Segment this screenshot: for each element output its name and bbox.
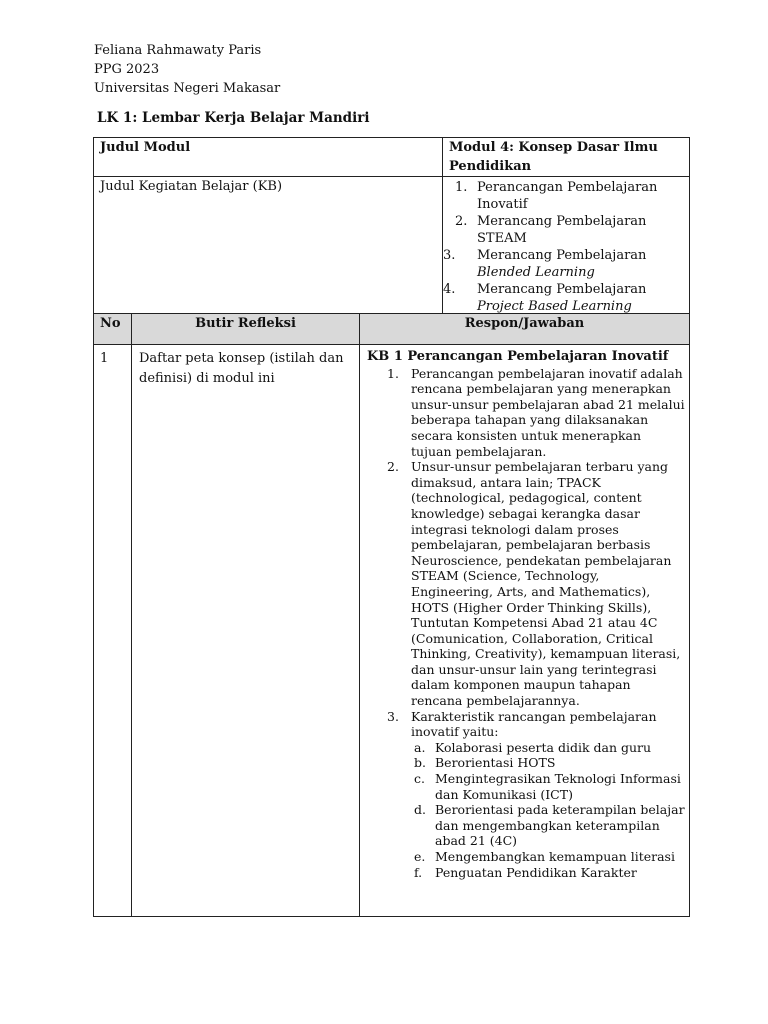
subpoint-letter: f.	[414, 864, 423, 880]
kb-item-line1: Merancang Pembelajaran	[477, 214, 647, 229]
subpoint-letter: e.	[414, 849, 426, 864]
point-number: 3.	[387, 708, 399, 724]
kb-item-line2: STEAM	[477, 230, 527, 246]
response-subpoint	[411, 849, 685, 865]
point-text: Perancangan pembelajaran inovatif adalah rencana pembelajaran yang menerapkan unsur-unsur pembelajaran abad 21 melalui beberapa tahapan yang dilaksanakan secara konsisten untuk menerapkan tujuan pembelajaran.	[411, 365, 685, 459]
document-title: LK 1: Lembar Kerja Belajar Mandiri	[97, 110, 370, 126]
module-value-line2: Pendidikan	[449, 159, 532, 174]
reflection-table	[93, 313, 690, 917]
kb-label-cell	[94, 177, 443, 316]
subpoint-letter: a.	[414, 739, 426, 755]
header-respon: Respon/Jawaban	[360, 314, 690, 345]
response-points	[367, 366, 685, 881]
subpoint-letter: b.	[414, 755, 426, 771]
subpoint-letter: d.	[414, 802, 426, 818]
response-point	[367, 366, 685, 460]
kb-list	[443, 180, 683, 315]
module-label-cell	[94, 138, 443, 177]
row-butir: Daftar peta konsep (istilah dan definisi) di modul ini	[132, 345, 360, 917]
subpoint-text: Penguatan Pendidikan Karakter	[435, 864, 637, 880]
kb-item-number: 3.	[443, 248, 456, 263]
subpoint-text: Mengintegrasikan Teknologi Informasi dan Komunikasi (ICT)	[435, 771, 681, 802]
kb-list-item	[443, 248, 683, 281]
kb-item-line1: Perancangan Pembelajaran	[477, 180, 658, 195]
response-subpoint	[411, 740, 685, 756]
response-point	[367, 709, 685, 881]
kb-item-number: 1.	[455, 180, 468, 195]
kb-item-number: 4.	[443, 282, 456, 297]
point-text: Karakteristik rancangan pembelajaran inovatif yaitu:	[411, 708, 657, 740]
author-name: Feliana Rahmawaty Paris	[94, 43, 262, 58]
row-response	[360, 345, 690, 917]
table-row	[94, 345, 690, 917]
response-subpoints	[411, 740, 685, 880]
header-butir: Butir Refleksi	[132, 314, 360, 345]
point-text: Unsur-unsur pembelajaran terbaru yang dimaksud, antara lain; TPACK (technological, pedagogical, content knowledge) sebagai kerangka dasar integrasi teknologi dalam proses pembelajaran, pembelajaran berbasis Neuroscience, pendekatan pembelajaran STEAM (Science, Technology, Engineering, Arts, and Mathematics), HOTS (Higher Order Thinking Skills), Tuntutan Kompetensi Abad 21 atau 4C (Comunication, Collaboration, Critical Thinking, Creativity), kemampuan literasi, dan unsur-unsur lain yang terintegrasi dalam komponen maupun tahapan rencana pembelajarannya.	[411, 459, 681, 709]
kb-item-line2: Inovatif	[477, 196, 528, 212]
point-number: 2.	[387, 459, 399, 475]
kb-item-line2: Project Based Learning	[477, 298, 632, 314]
subpoint-text: Berorientasi HOTS	[435, 755, 556, 771]
author-block	[94, 41, 280, 98]
module-value-cell	[443, 138, 690, 177]
header-no: No	[94, 314, 132, 345]
subpoint-text: Mengembangkan kemampuan literasi	[435, 849, 675, 864]
subpoint-letter: c.	[414, 771, 425, 787]
kb-item-number: 2.	[455, 214, 468, 229]
kb-item-line1: Merancang Pembelajaran	[477, 248, 647, 263]
university-name: Universitas Negeri Makasar	[94, 81, 281, 96]
response-point	[367, 459, 685, 709]
response-kb-title: KB 1 Perancangan Pembelajaran Inovatif	[367, 349, 669, 364]
kb-item-line2: Blended Learning	[477, 264, 595, 280]
module-label: Judul Modul	[100, 140, 191, 155]
response-subpoint	[411, 802, 685, 849]
kb-list-item	[443, 282, 683, 315]
kb-item-line1: Merancang Pembelajaran	[477, 282, 647, 297]
subpoint-text: Berorientasi pada keterampilan belajar dan mengembangkan keterampilan abad 21 (4C)	[435, 802, 685, 849]
response-subpoint	[411, 771, 685, 802]
kb-list-item	[449, 214, 683, 247]
point-number: 1.	[387, 365, 399, 381]
response-subpoint	[411, 755, 685, 771]
kb-list-cell	[443, 177, 690, 316]
row-number: 1	[94, 345, 132, 917]
response-subpoint	[411, 865, 685, 881]
module-value-line1: Modul 4: Konsep Dasar Ilmu	[449, 140, 658, 155]
program-name: PPG 2023	[94, 62, 160, 77]
module-info-table	[93, 137, 690, 316]
kb-label: Judul Kegiatan Belajar (KB)	[100, 179, 283, 194]
subpoint-text: Kolaborasi peserta didik dan guru	[435, 739, 652, 755]
kb-list-item	[449, 180, 683, 213]
